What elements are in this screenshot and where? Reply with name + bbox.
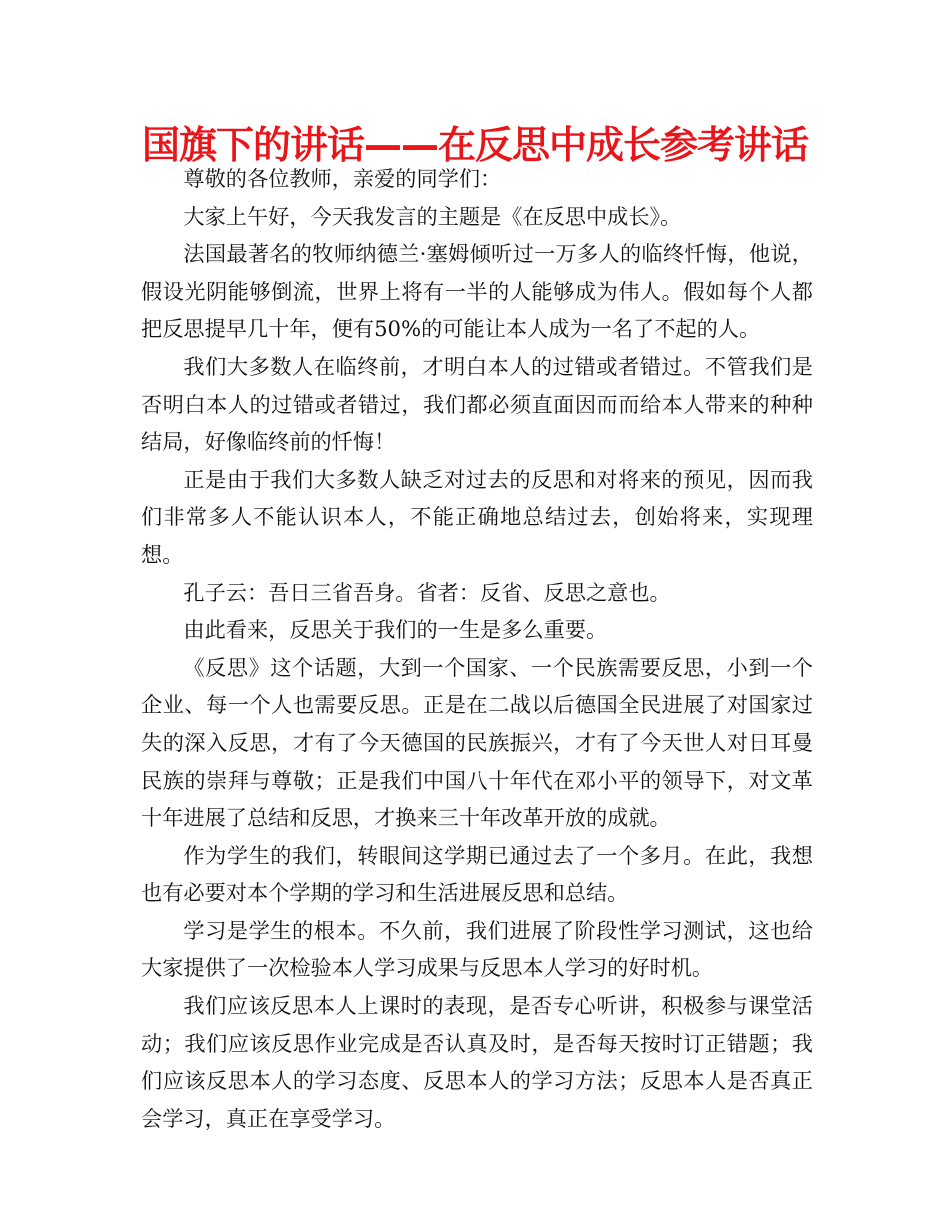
paragraph-importance: 由此看来，反思关于我们的一生是多么重要。 [183, 617, 608, 643]
paragraph-should-reflect: 我们应该反思本人上课时的表现，是否专心听讲，积极参与课堂活动；我们应该反思作业完成是否认真及时，是否每天按时订正错题；我们应该反思本人的学习态度、反思本人的学习方法；反思本人是否真正会学习，真正在享受学习。 [141, 993, 813, 1131]
paragraph-greeting: 尊敬的各位教师，亲爱的同学们： [183, 166, 502, 191]
paragraph-topic: 大家上午好，今天我发言的主题是《在反思中成长》。 [183, 203, 682, 229]
paragraph-nation-reflection: 《反思》这个话题，大到一个国家、一个民族需要反思，小到一个企业、每一个人也需要反思。正是在二战以后德国全民进展了对国家过失的深入反思，才有了今天德国的民族振兴，才有了今天世人对日耳曼民族的崇拜与尊敬；正是我们中国八十年代在邓小平的领导下，对文革十年进展了总结和反思，才换来三十年改革开放的成就。 [141, 654, 813, 831]
paragraph-deathbed: 我们大多数人在临终前，才明白本人的过错或者错过。不管我们是否明白本人的过错或者错过，我们都必须直面因而而给本人带来的种种结局，好像临终前的忏悔！ [141, 353, 813, 455]
paragraph-confucius: 孔子云：吾日三省吾身。省者：反省、反思之意也。 [183, 579, 671, 605]
paragraph-as-students: 作为学生的我们，转眼间这学期已通过去了一个多月。在此，我想也有必要对本个学期的学习和生活进展反思和总结。 [141, 842, 813, 906]
paragraph-study-foundation: 学习是学生的根本。不久前，我们进展了阶段性学习测试，这也给大家提供了一次检验本人学习成果与反思本人学习的好时机。 [141, 917, 813, 981]
document-title: 国旗下的讲话——在反思中成长参考讲话 [141, 123, 808, 167]
document-body [141, 160, 813, 1137]
paragraph-priest-story: 法国最著名的牧师纳德兰·塞姆倾听过一万多人的临终忏悔，他说，假设光阴能够倒流，世界上将有一半的人能够成为伟人。假如每个人都把反思提早几十年，便有50%的可能让本人成为一名了不起的人。 [141, 241, 813, 342]
paragraph-lack-of-reflection: 正是由于我们大多数人缺乏对过去的反思和对将来的预见，因而我们非常多人不能认识本人，不能正确地总结过去，创始将来，实现理想。 [141, 466, 813, 567]
